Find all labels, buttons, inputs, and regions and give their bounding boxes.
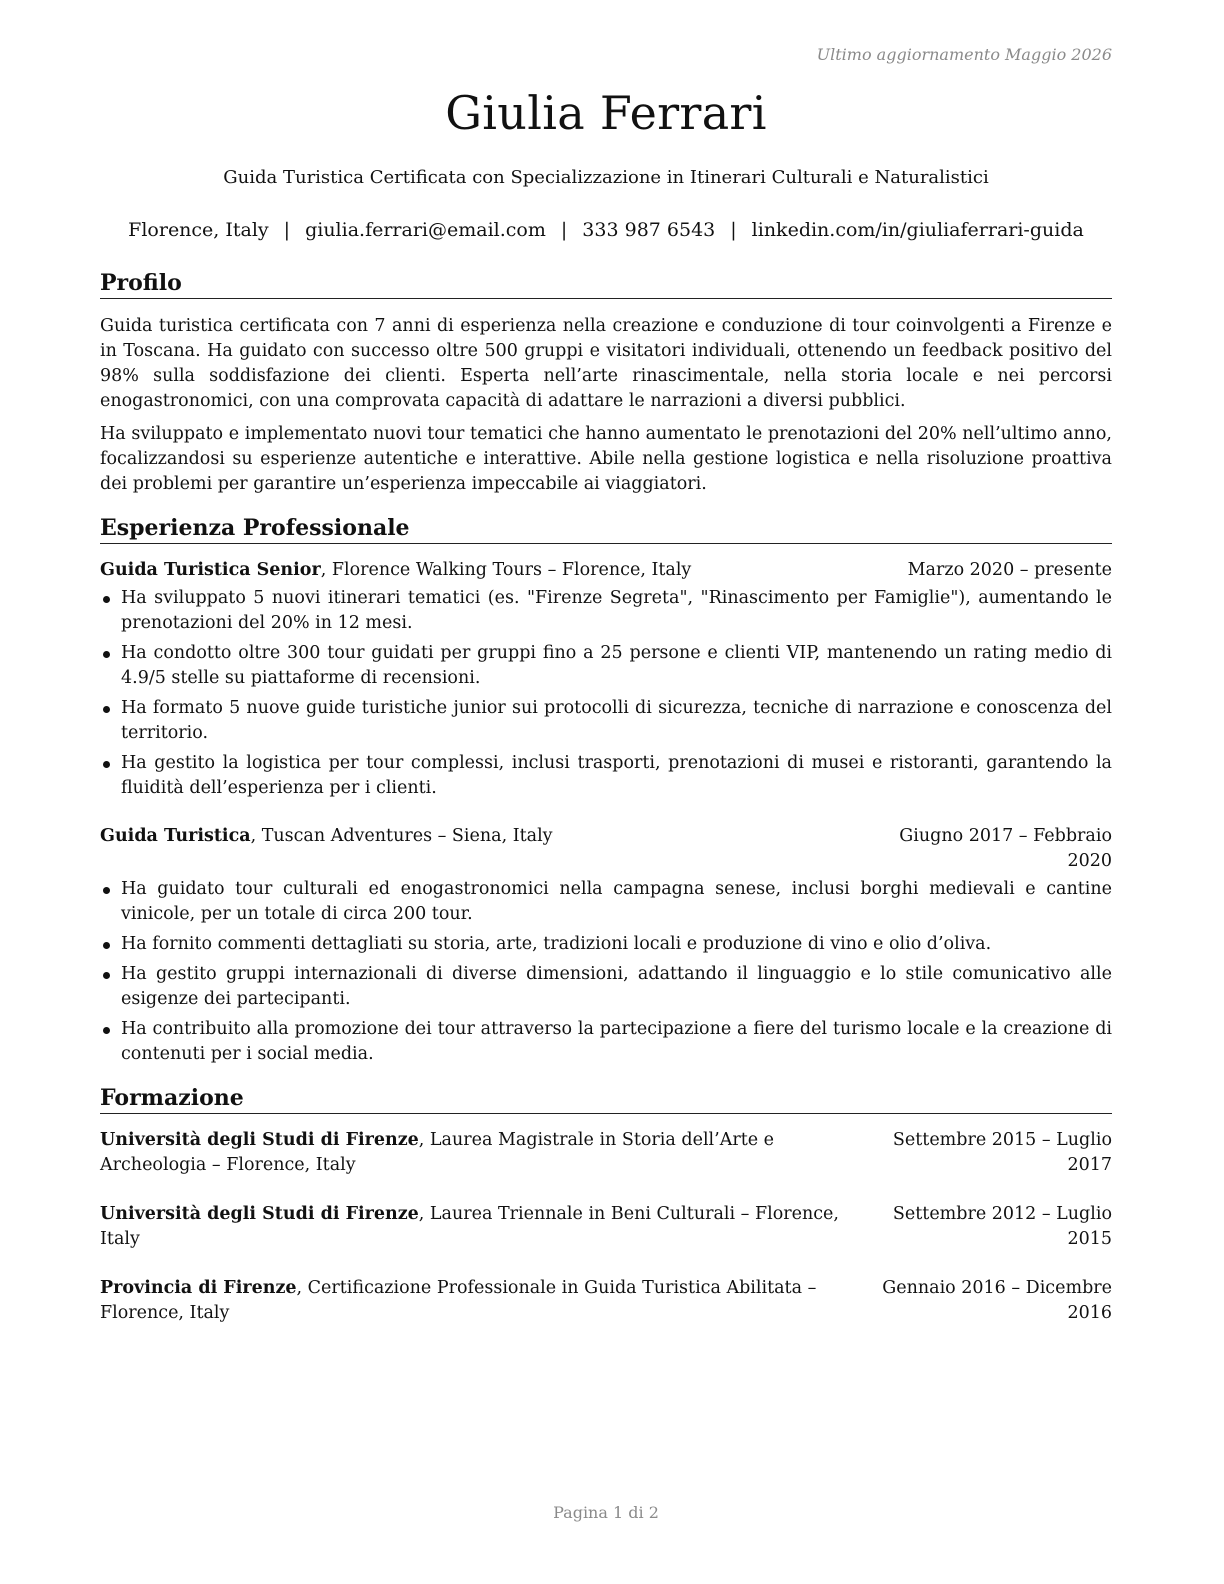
education-detail: , Laurea Triennale in Beni Culturali – Florence, Italy <box>100 1204 839 1249</box>
contact-separator: | <box>560 219 568 241</box>
education-dates: Gennaio 2016 – Dicembre 2016 <box>882 1278 1112 1323</box>
experience-section <box>100 515 1112 1067</box>
contact-location: Florence, Italy <box>128 219 269 241</box>
section-title-profile: Profilo <box>100 270 1112 299</box>
resume-content <box>100 270 1112 1326</box>
job-bullets <box>100 586 1112 801</box>
education-section <box>100 1085 1112 1326</box>
job-dates: Marzo 2020 – presente <box>907 560 1112 580</box>
education-entry <box>100 1202 1112 1252</box>
job-dates: Giugno 2017 – Febbraio 2020 <box>899 826 1112 871</box>
bullet-item: Ha guidato tour culturali ed enogastronomici nella campagna senese, inclusi borghi medievali e cantine vinicole, per un totale di circa 200 tour. <box>100 877 1112 927</box>
bullet-item: Ha contribuito alla promozione dei tour attraverso la partecipazione a fiere del turismo locale e la creazione di contenuti per i social media. <box>100 1017 1112 1067</box>
section-title-experience: Esperienza Professionale <box>100 515 1112 544</box>
bullet-item: Ha gestito la logistica per tour complessi, inclusi trasporti, prenotazioni di musei e ristoranti, garantendo la fluidità dell’esperienza per i clienti. <box>100 751 1112 801</box>
last-updated-note: Ultimo aggiornamento Maggio 2026 <box>816 45 1112 64</box>
bullet-item: Ha condotto oltre 300 tour guidati per gruppi fino a 25 persone e clienti VIP, mantenendo un rating medio di 4.9/5 stelle su piattaforme di recensioni. <box>100 641 1112 691</box>
resume-page <box>100 0 1112 1584</box>
job-entry <box>100 824 1112 1067</box>
contact-line <box>100 219 1112 241</box>
section-title-education: Formazione <box>100 1085 1112 1114</box>
education-detail: , Laurea Magistrale in Storia dell’Arte e Archeologia – Florence, Italy <box>100 1130 775 1175</box>
job-company: , Tuscan Adventures – Siena, Italy <box>250 826 553 846</box>
education-entry <box>100 1128 1112 1178</box>
page-number: Pagina 1 di 2 <box>553 1503 659 1522</box>
profile-paragraph: Ha sviluppato e implementato nuovi tour tematici che hanno aumentato le prenotazioni del 20% nell’ultimo anno, focalizzandosi su esperienze autentiche e interattive. Abile nella gestione logistica e nella risoluzione proattiva dei problemi per garantire un’esperienza impeccabile ai viaggiatori. <box>100 424 1112 494</box>
job-company: , Florence Walking Tours – Florence, Italy <box>320 560 692 580</box>
contact-separator: | <box>283 219 291 241</box>
bullet-item: Ha gestito gruppi internazionali di diverse dimensioni, adattando il linguaggio e lo stile comunicativo alle esigenze dei partecipanti. <box>100 962 1112 1012</box>
job-bullets <box>100 877 1112 1067</box>
education-dates: Settembre 2015 – Luglio 2017 <box>892 1130 1112 1175</box>
education-institution: Università degli Studi di Firenze <box>100 1204 419 1224</box>
profile-paragraph: Guida turistica certificata con 7 anni di esperienza nella creazione e conduzione di tour coinvolgenti a Firenze e in Toscana. Ha guidato con successo oltre 500 gruppi e visitatori individuali, ottenendo un feedback positivo del 98% sulla soddisfazione dei clienti. Esperta nell’arte rinascimentale, nella storia locale e nei percorsi enogastronomici, con una comprovata capacità di adattare le narrazioni a diversi pubblici. <box>100 316 1112 411</box>
bullet-item: Ha sviluppato 5 nuovi itinerari tematici (es. "Firenze Segreta", "Rinascimento per Famiglie"), aumentando le prenotazioni del 20% in 12 mesi. <box>100 586 1112 636</box>
education-dates: Settembre 2012 – Luglio 2015 <box>892 1204 1112 1249</box>
contact-email[interactable]: giulia.ferrari@email.com <box>305 219 546 241</box>
education-institution: Università degli Studi di Firenze <box>100 1130 419 1150</box>
headline: Guida Turistica Certificata con Specializzazione in Itinerari Culturali e Naturalistici <box>223 167 989 188</box>
profile-section <box>100 270 1112 497</box>
education-detail: , Certificazione Professionale in Guida Turistica Abilitata – Florence, Italy <box>100 1278 817 1323</box>
contact-separator: | <box>730 219 737 241</box>
education-institution: Provincia di Firenze <box>100 1278 297 1298</box>
contact-linkedin[interactable]: linkedin.com/in/giuliaferrari-guida <box>751 219 1084 241</box>
job-entry <box>100 558 1112 801</box>
contact-phone[interactable]: 333 987 6543 <box>582 219 716 241</box>
bullet-item: Ha formato 5 nuove guide turistiche junior sui protocolli di sicurezza, tecniche di narrazione e conoscenza del territorio. <box>100 696 1112 746</box>
job-role: Guida Turistica Senior <box>100 560 321 580</box>
job-header <box>100 558 1112 583</box>
bullet-item: Ha fornito commenti dettagliati su storia, arte, tradizioni locali e produzione di vino e olio d’oliva. <box>100 932 1112 957</box>
job-header <box>100 824 1112 874</box>
education-entry <box>100 1276 1112 1326</box>
job-role: Guida Turistica <box>100 826 251 846</box>
candidate-name: Giulia Ferrari <box>445 86 767 140</box>
